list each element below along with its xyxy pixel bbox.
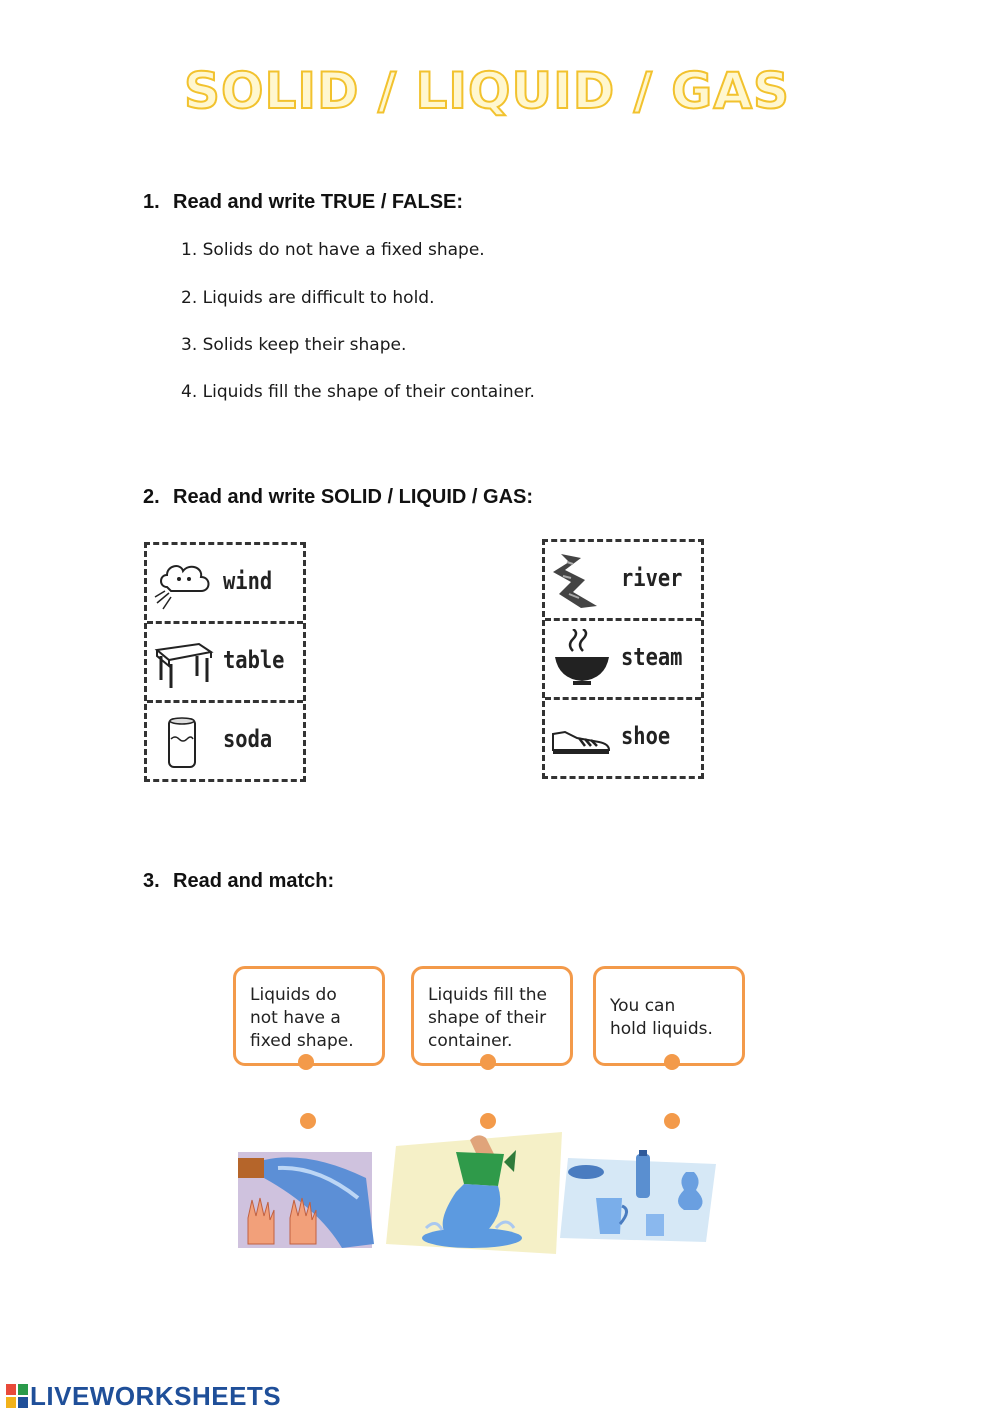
card-word: steam (621, 643, 683, 671)
card-column-right (542, 539, 704, 779)
true-false-statement: 4. Liquids fill the shape of their container. (181, 382, 535, 402)
section-number: 2. (143, 486, 160, 508)
soda-can-icon (153, 711, 215, 773)
section-1-heading (143, 191, 463, 214)
statement-line: Liquids do (250, 985, 337, 1005)
statement-line: Liquids fill the (428, 985, 547, 1005)
card-word: wind (223, 567, 273, 595)
table-icon (153, 632, 215, 694)
liveworksheets-logo (6, 1381, 281, 1412)
card-word: river (621, 564, 683, 592)
section-2-heading (143, 486, 533, 509)
statement-line: hold liquids. (610, 1019, 713, 1039)
match-dot-bottom[interactable] (480, 1113, 496, 1129)
steam-bowl-icon (551, 629, 613, 691)
logo-text: LIVEWORKSHEETS (30, 1381, 282, 1411)
statement-line: not have a (250, 1008, 341, 1028)
word-card (147, 624, 303, 703)
liquid-containers-icon (560, 1150, 716, 1248)
word-card (545, 621, 701, 700)
match-statement-box (233, 966, 385, 1066)
match-dot-top[interactable] (480, 1054, 496, 1070)
match-statement-box (593, 966, 745, 1066)
wind-cloud-icon (153, 553, 215, 615)
shoe-icon (551, 708, 613, 770)
card-word: table (223, 646, 285, 674)
river-icon (551, 550, 613, 612)
section-number: 3. (143, 870, 160, 892)
card-word: soda (223, 725, 273, 753)
section-label: Read and write TRUE / FALSE: (173, 191, 464, 213)
true-false-statement: 2. Liquids are difficult to hold. (181, 288, 435, 308)
statement-line: You can (610, 996, 676, 1016)
true-false-statement: 3. Solids keep their shape. (181, 335, 407, 355)
statement-line: fixed shape. (250, 1031, 354, 1051)
match-dot-top[interactable] (664, 1054, 680, 1070)
word-card (147, 703, 303, 779)
worksheet-title: SOLID / LIQUID / GAS (183, 62, 791, 120)
card-column-left (144, 542, 306, 782)
statement-line: container. (428, 1031, 513, 1051)
card-word: shoe (621, 722, 671, 750)
section-label: Read and match: (173, 870, 335, 892)
word-card (147, 545, 303, 624)
liveworksheets-logo-icon (6, 1384, 28, 1408)
statement-line: shape of their (428, 1008, 547, 1028)
bucket-pouring-icon (386, 1132, 562, 1254)
match-dot-top[interactable] (298, 1054, 314, 1070)
true-false-statement: 1. Solids do not have a fixed shape. (181, 240, 485, 260)
word-card (545, 700, 701, 776)
section-label: Read and write SOLID / LIQUID / GAS: (173, 486, 534, 508)
section-3-heading (143, 870, 334, 893)
match-dot-bottom[interactable] (664, 1113, 680, 1129)
match-dot-bottom[interactable] (300, 1113, 316, 1129)
section-number: 1. (143, 191, 160, 213)
match-statement-box (411, 966, 573, 1066)
hands-under-water-icon (238, 1148, 374, 1250)
word-card (545, 542, 701, 621)
